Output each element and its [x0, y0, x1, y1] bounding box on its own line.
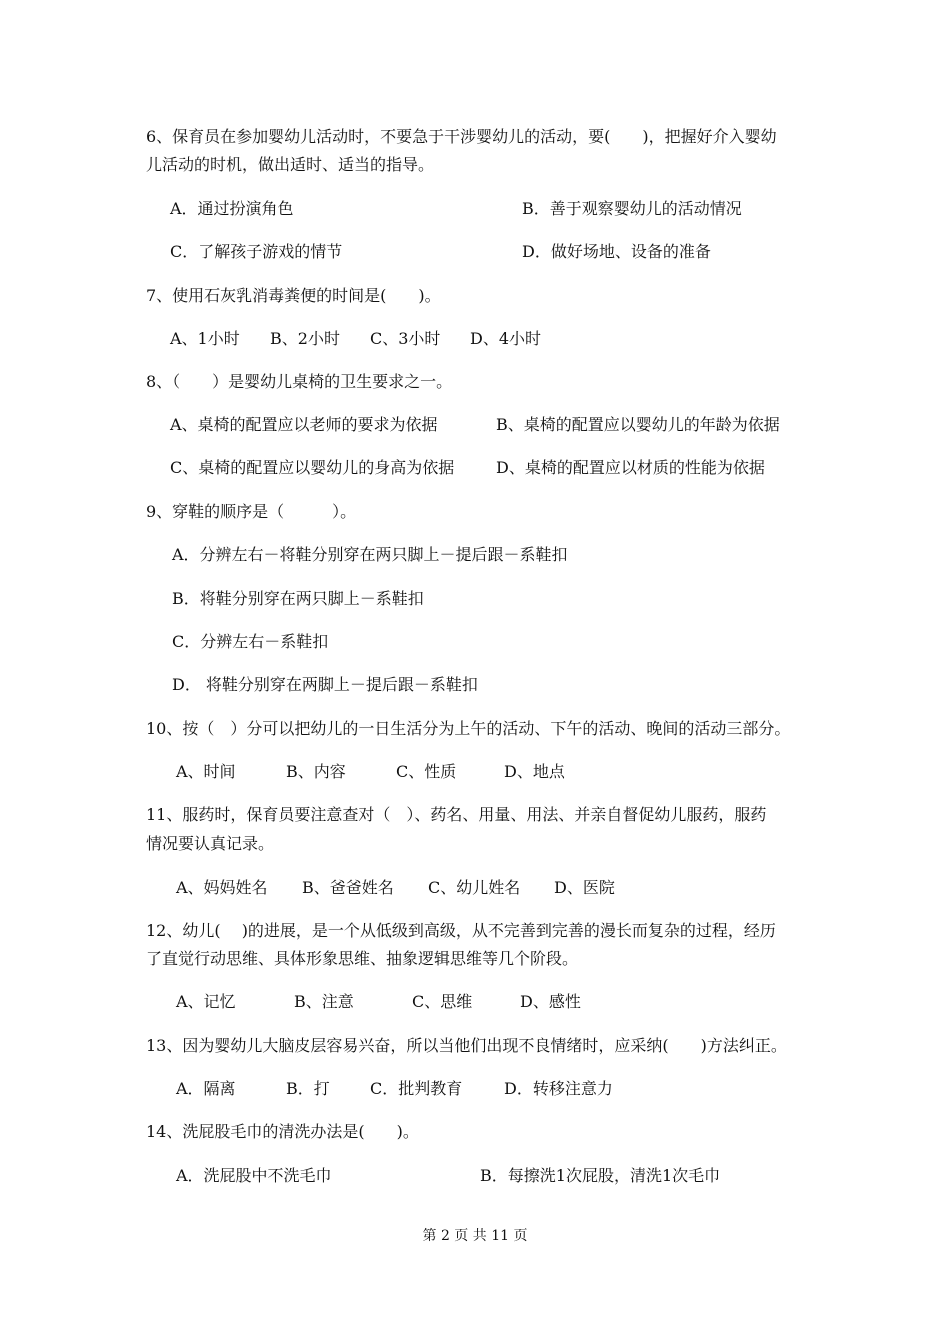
question-6-option-a: A．通过扮演角色 [170, 199, 294, 218]
question-10-option-d: D、地点 [504, 762, 565, 781]
question-12-option-d: D、感性 [520, 992, 581, 1011]
question-11-line-1: 11、服药时，保育员要注意查对（ ）、药名、用量、用法、并亲自督促幼儿服药，服药 [146, 805, 767, 824]
question-12-option-b: B、注意 [294, 992, 354, 1011]
question-13-option-d: D．转移注意力 [504, 1079, 613, 1098]
question-12-line-1: 12、幼儿( )的进展，是一个从低级到高级，从不完善到完善的漫长而复杂的过程，经历 [146, 921, 776, 940]
question-14-line-1: 14、洗屁股毛巾的清洗办法是( )。 [146, 1122, 419, 1141]
question-6-option-b: B．善于观察婴幼儿的活动情况 [522, 199, 742, 218]
question-9-option-a: A．分辨左右－将鞋分别穿在两只脚上－提后跟－系鞋扣 [172, 545, 568, 564]
question-7-line-1: 7、使用石灰乳消毒粪便的时间是( )。 [146, 286, 441, 305]
question-11-line-2: 情况要认真记录。 [146, 834, 275, 853]
question-9-line-1: 9、穿鞋的顺序是（ ）。 [146, 502, 357, 521]
question-9-option-d: D． 将鞋分别穿在两脚上－提后跟－系鞋扣 [172, 675, 478, 694]
question-11-option-a: A、妈妈姓名 [176, 878, 268, 897]
question-10-option-a: A、时间 [176, 762, 236, 781]
question-14-option-b: B．每擦洗1次屁股，清洗1次毛巾 [480, 1166, 721, 1185]
question-11-option-c: C、幼儿姓名 [428, 878, 521, 897]
question-9-option-c: C．分辨左右－系鞋扣 [172, 632, 329, 651]
question-8-option-a: A、桌椅的配置应以老师的要求为依据 [170, 415, 438, 434]
question-6-option-d: D．做好场地、设备的准备 [522, 242, 711, 261]
question-14-option-a: A．洗屁股中不洗毛巾 [176, 1166, 332, 1185]
page-number-footer: 第 2 页 共 11 页 [422, 1228, 528, 1244]
question-8-line-1: 8、（ ）是婴幼儿桌椅的卫生要求之一。 [146, 372, 453, 391]
question-7-option-c: C、3小时 [370, 329, 441, 348]
question-6-option-c: C．了解孩子游戏的情节 [170, 242, 343, 261]
question-7-option-b: B、2小时 [270, 329, 340, 348]
question-12-option-c: C、思维 [412, 992, 473, 1011]
question-8-option-d: D、桌椅的配置应以材质的性能为依据 [496, 458, 765, 477]
question-8-option-b: B、桌椅的配置应以婴幼儿的年龄为依据 [496, 415, 780, 434]
question-10-option-c: C、性质 [396, 762, 457, 781]
question-9-option-b: B．将鞋分别穿在两只脚上－系鞋扣 [172, 589, 424, 608]
question-7-option-d: D、4小时 [470, 329, 542, 348]
question-7-option-a: A、1小时 [170, 329, 240, 348]
question-6-line-2: 儿活动的时机，做出适时、适当的指导。 [146, 155, 435, 174]
question-13-line-1: 13、因为婴幼儿大脑皮层容易兴奋，所以当他们出现不良情绪时，应采纳( )方法纠正。 [146, 1036, 787, 1055]
question-10-option-b: B、内容 [286, 762, 346, 781]
question-13-option-a: A．隔离 [176, 1079, 236, 1098]
question-10-line-1: 10、按（ ）分可以把幼儿的一日生活分为上午的活动、下午的活动、晚间的活动三部分。 [146, 719, 791, 738]
question-11-option-d: D、医院 [554, 878, 615, 897]
question-12-line-2: 了直觉行动思维、具体形象思维、抽象逻辑思维等几个阶段。 [146, 949, 579, 968]
question-13-option-c: C．批判教育 [370, 1079, 463, 1098]
question-12-option-a: A、记忆 [176, 992, 236, 1011]
question-8-option-c: C、桌椅的配置应以婴幼儿的身高为依据 [170, 458, 455, 477]
question-11-option-b: B、爸爸姓名 [302, 878, 394, 897]
question-13-option-b: B．打 [286, 1079, 330, 1098]
question-6-line-1: 6、保育员在参加婴幼儿活动时，不要急于干涉婴幼儿的活动，要( )，把握好介入婴幼 [146, 127, 777, 146]
